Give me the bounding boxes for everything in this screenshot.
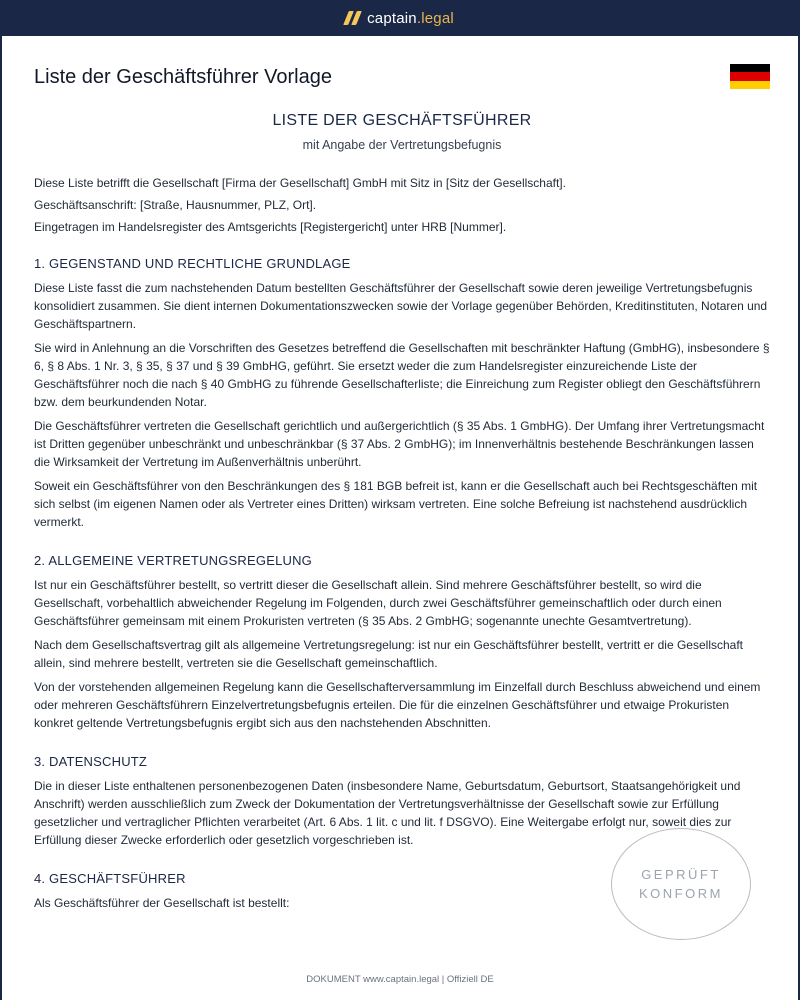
section-paragraph: Nach dem Gesellschaftsvertrag gilt als allgemeine Vertretungsregelung: ist nur ein Geschäftsführer bestellt, vertritt er die Gesellschaft allein, sind mehrere bestellt, vertreten sie die Gesellschaft gemeinschaftlich. [34,638,744,670]
brand-name: captain.legal [367,9,454,27]
captain-legal-logo-icon [343,11,362,25]
document-subtitle: mit Angabe der Vertretungsbefugnis [302,138,502,152]
section-paragraph: Soweit ein Geschäftsführer von den Beschränkungen des § 181 BGB befreit ist, kann er die Gesellschaft auch bei Rechtsgeschäften mit sich selbst (im eigenen Namen oder als Vertreter eines Dritten) wirksam vertreten. Eine solche Befreiung ist nachstehend ausdrücklich vermerkt. [34,479,758,529]
section-paragraph: Als Geschäftsführer der Gesellschaft ist bestellt: [34,896,290,910]
intro-block [34,174,770,236]
section-paragraph: Die in dieser Liste enthaltenen personenbezogenen Daten (insbesondere Name, Geburtsdatum, Geburtsort, Staatsangehörigkeit und Anschrift) werden ausschließlich zum Zweck der Dokumentation der Vertretungsverhältnisse der Gesellschaft sowie zur Erfüllung gesetzlicher und vertraglicher Pflichten verarbeitet (Art. 6 Abs. 1 lit. c und lit. f DSGVO). Eine Weitergabe erfolgt nur, soweit dies zur Erfüllung dieser Zwecke erforderlich oder gesetzlich vorgeschrieben ist. [34,779,741,847]
section-paragraph: Die Geschäftsführer vertreten die Gesellschaft gerichtlich und außergerichtlich (§ 35 Abs. 1 GmbHG). Der Umfang ihrer Vertretungsmacht ist Dritten gegenüber unbeschränkt und unbeschränkbar (§ 37 Abs. 2 GmbHG); im Innenverhältnis bestehende Beschränkungen lassen die Wirksamkeit der Vertretung im Außenverhältnis unberührt. [34,419,765,469]
intro-line-register: Eingetragen im Handelsregister des Amtsgerichts [Registergericht] unter HRB [Nummer]. [34,220,507,234]
brand[interactable] [346,10,454,27]
top-bar [0,0,800,36]
german-flag-icon[interactable] [730,64,770,89]
stamp-line-1: GEPRÜFT [641,867,721,882]
section-paragraph: Diese Liste fasst die zum nachstehenden Datum bestellten Geschäftsführer der Gesellschaft sowie deren jeweilige Vertretungsbefugnis konsolidiert zusammen. Sie dient internen Dokumentationszwecken sowie der Vorlage gegenüber Behörden, Kreditinstituten, Notaren und Geschäftspartnern. [34,281,768,331]
page-title: Liste der Geschäftsführer Vorlage [34,66,332,88]
stamp-line-2: KONFORM [639,886,723,901]
intro-line-address: Geschäftsanschrift: [Straße, Hausnummer, PLZ, Ort]. [34,198,317,212]
document-title: LISTE DER GESCHÄFTSFÜHRER [272,112,532,129]
section-heading: 3. DATENSCHUTZ [34,754,148,769]
section-heading: 2. ALLGEMEINE VERTRETUNGSREGELUNG [34,553,312,568]
approval-stamp [611,828,751,940]
page-header [34,66,770,89]
section-paragraph: Von der vorstehenden allgemeinen Regelung kann die Gesellschafterversammlung im Einzelfall durch Beschluss abweichend und einem oder mehreren Geschäftsführern Einzelvertretungsbefugnis erteilen. Die für die einzelnen Geschäftsführer und etwaige Prokuristen konkret geltende Vertretungsbefugnis ergibt sich aus den nachstehenden Abschnitten. [34,680,761,730]
page-footer: DOKUMENT www.captain.legal | Offiziell DE [306,974,494,985]
section-heading: 4. GESCHÄFTSFÜHRER [34,871,186,886]
intro-line-company: Diese Liste betrifft die Gesellschaft [Firma der Gesellschaft] GmbH mit Sitz in [Sitz der Gesellschaft]. [34,176,566,190]
document-body [34,112,770,918]
section-heading: 1. GEGENSTAND UND RECHTLICHE GRUNDLAGE [34,256,351,271]
section-paragraph: Sie wird in Anlehnung an die Vorschriften des Gesetzes betreffend die Gesellschaften mit beschränkter Haftung (GmbHG), insbesondere § 6, § 8 Abs. 1 Nr. 3, § 35, § 37 und § 39 GmbHG, geführt. Sie ersetzt weder die zum Handelsregister einzureichende Liste der Geschäftsführer noch die nach § 40 GmbHG zu führende Gesellschafterliste; die Einreichung zum Register obliegt den Geschäftsführern bzw. dem beurkundenden Notar. [34,341,770,409]
section-paragraph: Ist nur ein Geschäftsführer bestellt, so vertritt dieser die Gesellschaft allein. Sind mehrere Geschäftsführer bestellt, so wird die Gesellschaft, vorbehaltlich abweichender Regelung im Folgenden, durch zwei Geschäftsführer gemeinschaftlich oder durch einen Geschäftsführer gemeinsam mit einem Prokuristen vertreten (§ 35 Abs. 2 GmbHG; sogenannte unechte Gesamtvertretung). [34,578,722,628]
